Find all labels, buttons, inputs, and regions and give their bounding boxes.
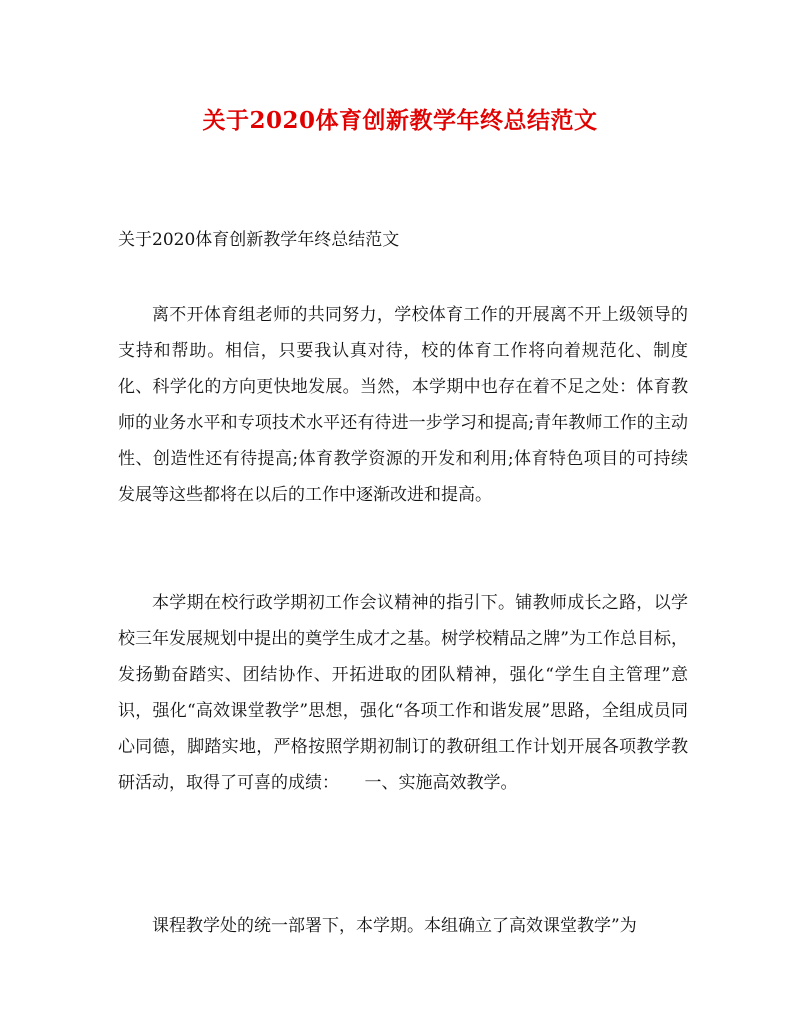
document-title: 关于2020体育创新教学年终总结范文 [202, 107, 598, 134]
paragraph-2: 本学期在校行政学期初工作会议精神的指引下。铺教师成长之路，以学校三年发展规划中提出的奠学生成才之基。树学校精品之牌”为工作总目标，发扬勤奋踏实、团结协作、开拓进取的团队精神，强化“学生自主管理”意识，强化“高效课堂教学”思想，强化“各项工作和谐发展”思路，全组成员同心同德，脚踏实地，严格按照学期初制订的教研组工作计划开展各项教学教研活动，取得了可喜的成绩： 一、实施高效教学。 [118, 593, 688, 793]
paragraph-1: 离不开体育组老师的共同努力，学校体育工作的开展离不开上级领导的支持和帮助。相信，只要我认真对待，校的体育工作将向着规范化、制度化、科学化的方向更快地发展。当然，本学期中也存在着不足之处：体育教师的业务水平和专项技术水平还有待进一步学习和提高;青年教师工作的主动性、创造性还有待提高;体育教学资源的开发和利用;体育特色项目的可持续发展等这些都将在以后的工作中逐渐改进和提高。 [118, 305, 688, 505]
document-subtitle: 关于2020体育创新教学年终总结范文 [118, 230, 400, 250]
paragraph-3: 课程教学处的统一部署下，本学期。本组确立了高效课堂教学”为 [152, 916, 637, 936]
